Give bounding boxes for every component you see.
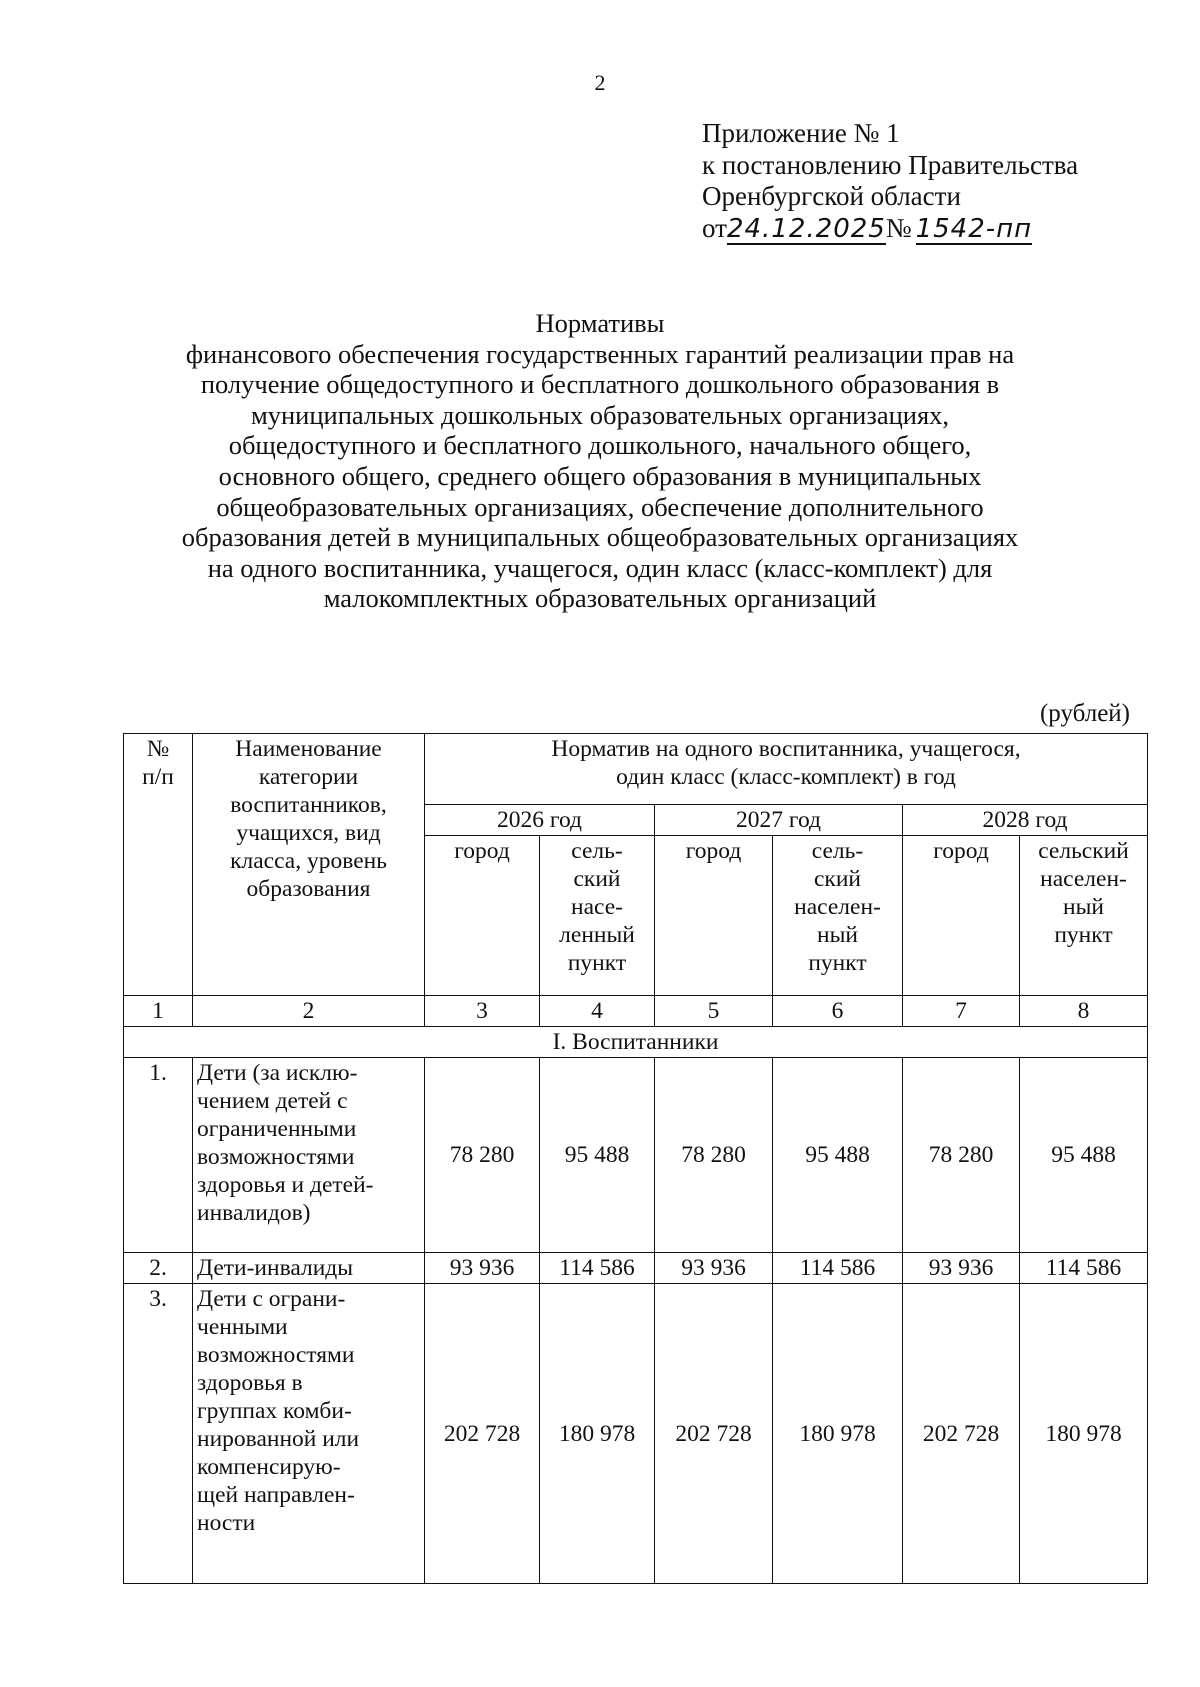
subheader-rural-2027: сель- ский населен- ный пункт (773, 836, 903, 996)
norms-table (123, 733, 1148, 1584)
value-cell: 95 488 (540, 1058, 655, 1253)
header-name-cell: Наименование категории воспитанников, учащихся, вид класса, уровень образования (193, 734, 425, 996)
number-label: № (885, 212, 912, 243)
appendix-date-line (702, 213, 1078, 245)
title-line: Нормативы (535, 308, 665, 338)
column-number-row (124, 996, 1148, 1027)
title-line: общеобразовательных организациях, обеспечение дополнительного (216, 491, 984, 522)
table-row (124, 1058, 1148, 1253)
header-year-2028: 2028 год (903, 805, 1148, 836)
title-line: образования детей в муниципальных общеобразовательных организациях (181, 522, 1019, 553)
header-number-cell: № п/п (124, 734, 193, 996)
table-row (124, 1284, 1148, 1584)
value-cell: 93 936 (655, 1253, 773, 1284)
title-line: финансового обеспечения государственных гарантий реализации прав на (185, 338, 1015, 369)
value-cell: 114 586 (540, 1253, 655, 1284)
appendix-block (702, 118, 1078, 245)
value-cell: 202 728 (655, 1284, 773, 1584)
title-line: общедоступного и бесплатного дошкольного, начального общего, (228, 430, 972, 461)
appendix-line-3: Оренбургской области (702, 181, 961, 211)
handwritten-number: 1542-пп (915, 213, 1033, 244)
column-number: 7 (903, 996, 1020, 1027)
value-cell: 93 936 (903, 1253, 1020, 1284)
column-number: 8 (1020, 996, 1148, 1027)
column-number: 3 (425, 996, 540, 1027)
column-number: 2 (193, 996, 425, 1027)
value-cell: 202 728 (903, 1284, 1020, 1584)
value-cell: 93 936 (425, 1253, 540, 1284)
handwritten-date: 24.12.2025 (726, 213, 886, 244)
column-number: 5 (655, 996, 773, 1027)
row-category-name: Дети (за исклю- чением детей с ограниченными возможностями здоровья и детей- инвалидов) (193, 1058, 425, 1253)
subheader-rural-2026: сель- ский насе- ленный пункт (540, 836, 655, 996)
title-line: на одного воспитанника, учащегося, один класс (класс-комплект) для (207, 552, 993, 583)
section-heading: I. Воспитанники (124, 1027, 1148, 1058)
value-cell: 202 728 (425, 1284, 540, 1584)
value-cell: 180 978 (1020, 1284, 1148, 1584)
value-cell: 114 586 (1020, 1253, 1148, 1284)
value-cell: 78 280 (425, 1058, 540, 1253)
table-row (124, 1253, 1148, 1284)
page-number: 2 (594, 70, 606, 95)
header-year-2026: 2026 год (425, 805, 655, 836)
title-line: малокомплектных образовательных организаций (323, 583, 877, 614)
value-cell: 95 488 (773, 1058, 903, 1253)
subheader-city-2028: город (903, 836, 1020, 996)
value-cell: 180 978 (540, 1284, 655, 1584)
column-number: 1 (124, 996, 193, 1027)
subheader-city-2026: город (425, 836, 540, 996)
header-year-2027: 2027 год (655, 805, 903, 836)
value-cell: 95 488 (1020, 1058, 1148, 1253)
value-cell: 180 978 (773, 1284, 903, 1584)
value-cell: 78 280 (903, 1058, 1020, 1253)
title-line: основного общего, среднего общего образования в муниципальных (218, 460, 982, 491)
row-number: 2. (124, 1253, 193, 1284)
appendix-line-2: к постановлению Правительства (702, 149, 1079, 180)
value-cell: 78 280 (655, 1058, 773, 1253)
row-category-name: Дети с ограни- ченными возможностями здоровья в группах комби- нированной или компенсирую- щей направлен- ности (193, 1284, 425, 1584)
row-number: 3. (124, 1284, 193, 1584)
column-number: 4 (540, 996, 655, 1027)
row-number: 1. (124, 1058, 193, 1253)
subheader-rural-2028: сельский населен- ный пункт (1020, 836, 1148, 996)
units-label: (рублей) (1039, 700, 1130, 727)
title-line: получение общедоступного и бесплатного дошкольного образования в (200, 369, 1000, 400)
row-category-name: Дети-инвалиды (193, 1253, 425, 1284)
column-number: 6 (773, 996, 903, 1027)
subheader-city-2027: город (655, 836, 773, 996)
appendix-line-1: Приложение № 1 (702, 118, 900, 148)
from-label: от (702, 212, 727, 243)
document-title (150, 308, 1050, 614)
value-cell: 114 586 (773, 1253, 903, 1284)
title-line: муниципальных дошкольных образовательных организациях, (250, 399, 950, 430)
header-norm-cell: Норматив на одного воспитанника, учащегося, один класс (класс-комплект) в год (425, 734, 1148, 805)
